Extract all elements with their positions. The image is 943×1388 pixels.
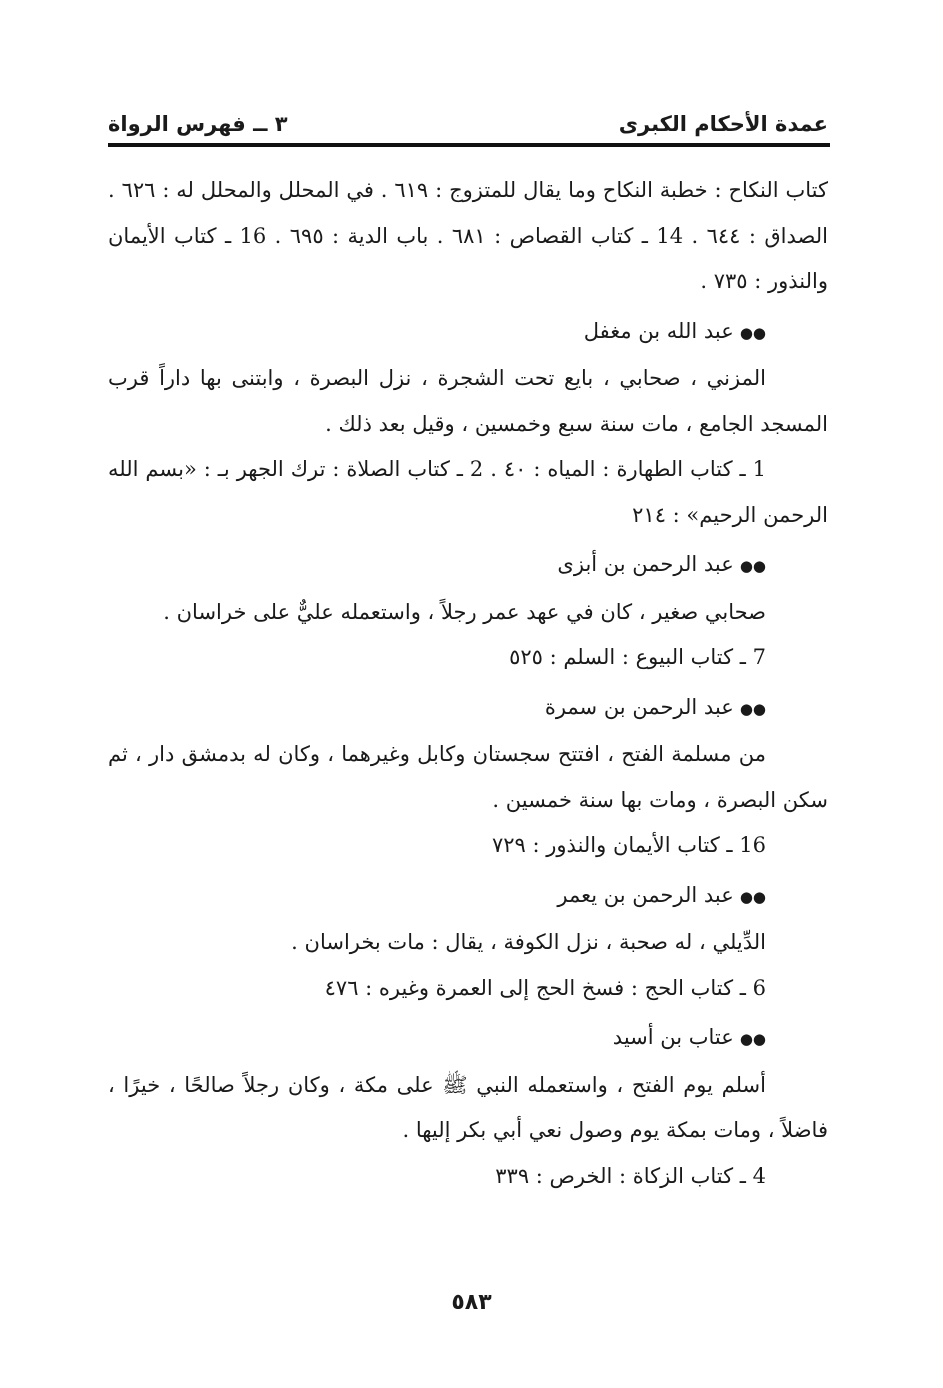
narrator-bio: أسلم يوم الفتح ، واستعمله النبي ﷺ على مكة ، وكان رجلاً صالحًا ، خيرًا ، فاضلاً ، ومات بمكة يوم وصول نعي أبي بكر إليها . [108, 1072, 828, 1142]
narrator-name: عتاب بن أسيد [612, 1025, 734, 1049]
narrators-index-body [108, 168, 828, 1199]
narrator-name: عبد الله بن مغفل [583, 318, 734, 343]
bullet-dots-icon: ●● [739, 323, 766, 342]
bullet-dots-icon: ●● [739, 557, 766, 575]
narrator-bio: صحابي صغير ، كان في عهد عمر رجلاً ، واستعمله عليٌّ على خراسان . [163, 599, 766, 624]
narrator-bio: المزني ، صحابي ، بايع تحت الشجرة ، نزل البصرة ، وابتنى بها داراً قرب المسجد الجامع ، مات سنة سبع وخمسين ، وقيل بعد ذلك . [108, 366, 828, 436]
narrator-entry [108, 309, 828, 539]
bullet-dots-icon: ●● [739, 887, 766, 906]
bullet-dots-icon: ●● [739, 699, 766, 718]
narrator-name: عبد الرحمن بن أبزى [557, 552, 734, 576]
narrator-bio: الدِّيلي ، له صحبة ، نزل الكوفة ، يقال : مات بخراسان . [291, 930, 766, 954]
narrator-entry [108, 1015, 828, 1199]
bullet-dots-icon: ●● [739, 1030, 766, 1048]
book-references: 4 ـ كتاب الزكاة : الخرص : ٣٣٩ [495, 1163, 766, 1188]
page-number: ٥٨٣ [451, 1290, 492, 1315]
book-references: 6 ـ كتاب الحج : فسخ الحج إلى العمرة وغيره : ٤٧٦ [324, 975, 766, 1000]
narrator-entry [108, 873, 828, 1012]
book-title: عمدة الأحكام الكبرى [618, 112, 828, 136]
book-references: 1 ـ كتاب الطهارة : المياه : ٤٠ . 2 ـ كتاب الصلاة : ترك الجهر بـ : «بسم الله الرحمن الرحيم» : ٢١٤ [108, 457, 828, 527]
continued-book-references: كتاب النكاح : خطبة النكاح وما يقال للمتزوج : ٦١٩ . في المحلل والمحلل له : ٦٢٦ . الصداق : ٦٤٤ . 14 ـ كتاب القصاص : ٦٨١ . باب الدية : ٦٩٥ . 16 ـ كتاب الأيمان والنذور : ٧٣٥ . [108, 178, 828, 293]
running-header [108, 106, 828, 142]
narrator-entry [108, 685, 828, 869]
header-rule [108, 143, 830, 147]
narrator-entry [108, 542, 828, 681]
narrator-bio: من مسلمة الفتح ، افتتح سجستان وكابل وغيرهما ، وكان له بدمشق دار ، ثم سكن البصرة ، ومات بها سنة خمسين . [108, 742, 828, 812]
book-references: 16 ـ كتاب الأيمان والنذور : ٧٢٩ [492, 833, 766, 857]
book-references: 7 ـ كتاب البيوع : السلم : ٥٢٥ [509, 645, 766, 669]
narrator-name: عبد الرحمن بن يعمر [557, 882, 734, 907]
section-title: ٣ ــ فهرس الرواة [108, 112, 288, 136]
narrator-name: عبد الرحمن بن سمرة [544, 694, 734, 719]
